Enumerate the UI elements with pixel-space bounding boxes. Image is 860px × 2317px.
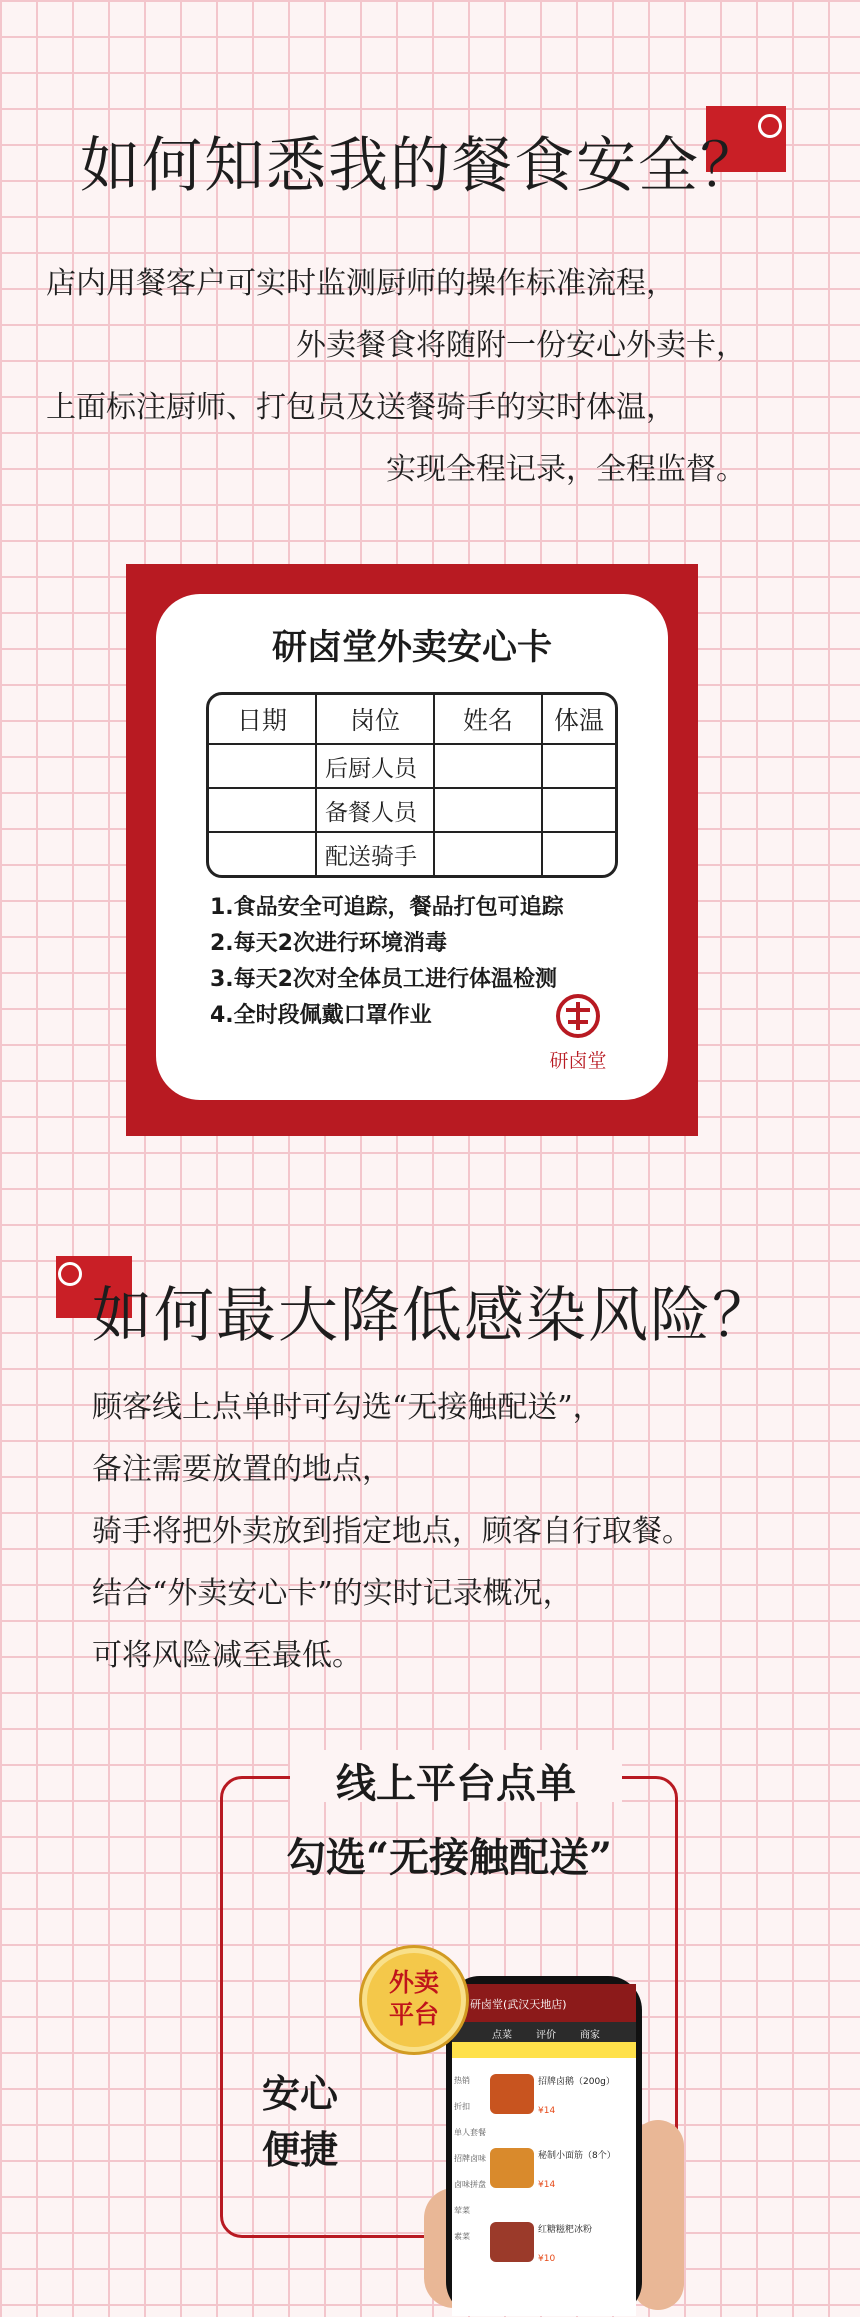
section1-title: 如何知悉我的餐食安全？ xyxy=(80,131,762,201)
safety-card xyxy=(126,564,698,1136)
store-name: 研卤堂(武汉天地店) xyxy=(470,1998,567,2011)
panel-side-text xyxy=(262,2066,338,2178)
panel-heading: 线上平台点单 xyxy=(336,1760,576,1807)
category-item[interactable]: 招牌卤味 xyxy=(454,2154,486,2163)
category-item[interactable]: 单人套餐 xyxy=(454,2128,486,2137)
table-header-row xyxy=(209,695,615,745)
brand-seal-icon xyxy=(536,992,620,1042)
section2-line-1: 顾客线上点单时可勾选“无接触配送”， xyxy=(92,1390,603,1425)
app-tabs xyxy=(452,2022,636,2042)
brand-logo-text: 研卤堂 xyxy=(549,1050,607,1072)
list-item[interactable] xyxy=(490,2144,634,2214)
rule-item: 3.每天2次对全体员工进行体温检测 xyxy=(210,967,557,992)
header-name: 姓名 xyxy=(435,695,543,745)
row-role: 配送骑手 xyxy=(317,833,435,875)
row-role: 后厨人员 xyxy=(317,745,435,789)
food-price: ¥14 xyxy=(538,2180,556,2190)
side-text-line: 便捷 xyxy=(262,2127,339,2172)
badge-line: 外卖 xyxy=(388,1968,439,1997)
food-name: 秘制小面筋（8个） xyxy=(538,2151,616,2161)
section2-title: 如何最大降低感染风险？ xyxy=(92,1281,774,1351)
card-rules xyxy=(210,890,564,1034)
section2-line-2: 备注需要放置的地点， xyxy=(92,1452,392,1487)
phone-screen xyxy=(452,1984,636,2316)
food-image xyxy=(490,2222,534,2262)
table-row xyxy=(209,789,615,833)
tab-merchant[interactable]: 商家 xyxy=(580,2030,600,2041)
list-item[interactable] xyxy=(490,2218,634,2288)
category-item[interactable]: 热销 xyxy=(454,2076,470,2085)
category-list xyxy=(454,2068,486,2250)
table-row xyxy=(209,833,615,875)
decor-circle-2 xyxy=(58,1262,82,1286)
section1-line-4: 实现全程记录，全程监督。 xyxy=(386,452,746,487)
category-item[interactable]: 卤味拼盘 xyxy=(454,2180,486,2189)
app-store-header xyxy=(452,1984,636,2022)
promo-bar[interactable] xyxy=(452,2042,636,2058)
row-role: 备餐人员 xyxy=(317,789,435,833)
rule-item: 1.食品安全可追踪，餐品打包可追踪 xyxy=(210,895,564,920)
panel-subheading: 勾选“无接触配送” xyxy=(285,1834,612,1881)
category-item[interactable]: 荤菜 xyxy=(454,2206,470,2215)
tab-order[interactable]: 点菜 xyxy=(492,2030,512,2041)
section2-line-3: 骑手将把外卖放到指定地点，顾客自行取餐。 xyxy=(92,1514,692,1549)
card-table xyxy=(206,692,618,878)
panel-frame-gap xyxy=(214,2026,228,2236)
food-price: ¥14 xyxy=(538,2106,556,2116)
section1-line-2: 外卖餐食将随附一份安心外卖卡， xyxy=(296,328,746,363)
category-item[interactable]: 素菜 xyxy=(454,2232,470,2241)
phone xyxy=(446,1976,642,2316)
tab-reviews[interactable]: 评价 xyxy=(536,2030,556,2041)
header-temp: 体温 xyxy=(543,695,615,745)
section1-line-3: 上面标注厨师、打包员及送餐骑手的实时体温， xyxy=(46,390,676,425)
rule-item: 4.全时段佩戴口罩作业 xyxy=(210,1003,432,1028)
header-position: 岗位 xyxy=(317,695,435,745)
section1-line-1: 店内用餐客户可实时监测厨师的操作标准流程， xyxy=(46,266,676,301)
food-name: 红糖糍粑冰粉 xyxy=(538,2225,593,2235)
card-title: 研卤堂外卖安心卡 xyxy=(271,628,552,668)
section2-line-4: 结合“外卖安心卡”的实时记录概况， xyxy=(92,1576,573,1611)
food-price: ¥10 xyxy=(538,2254,556,2264)
section2-line-5: 可将风险减至最低。 xyxy=(92,1638,362,1673)
badge-line: 平台 xyxy=(388,2000,439,2029)
food-name: 招牌卤鹅（200g） xyxy=(538,2077,615,2087)
table-row xyxy=(209,745,615,789)
category-item[interactable]: 折扣 xyxy=(454,2102,470,2111)
header-date: 日期 xyxy=(209,695,317,745)
delivery-platform-badge xyxy=(362,1948,466,2052)
food-image xyxy=(490,2074,534,2114)
safety-card-inner xyxy=(156,594,668,1100)
list-item[interactable] xyxy=(490,2070,634,2140)
food-image xyxy=(490,2148,534,2188)
rule-item: 2.每天2次进行环境消毒 xyxy=(210,931,447,956)
side-text-line: 安心 xyxy=(262,2071,339,2116)
brand-logo xyxy=(536,992,620,1082)
